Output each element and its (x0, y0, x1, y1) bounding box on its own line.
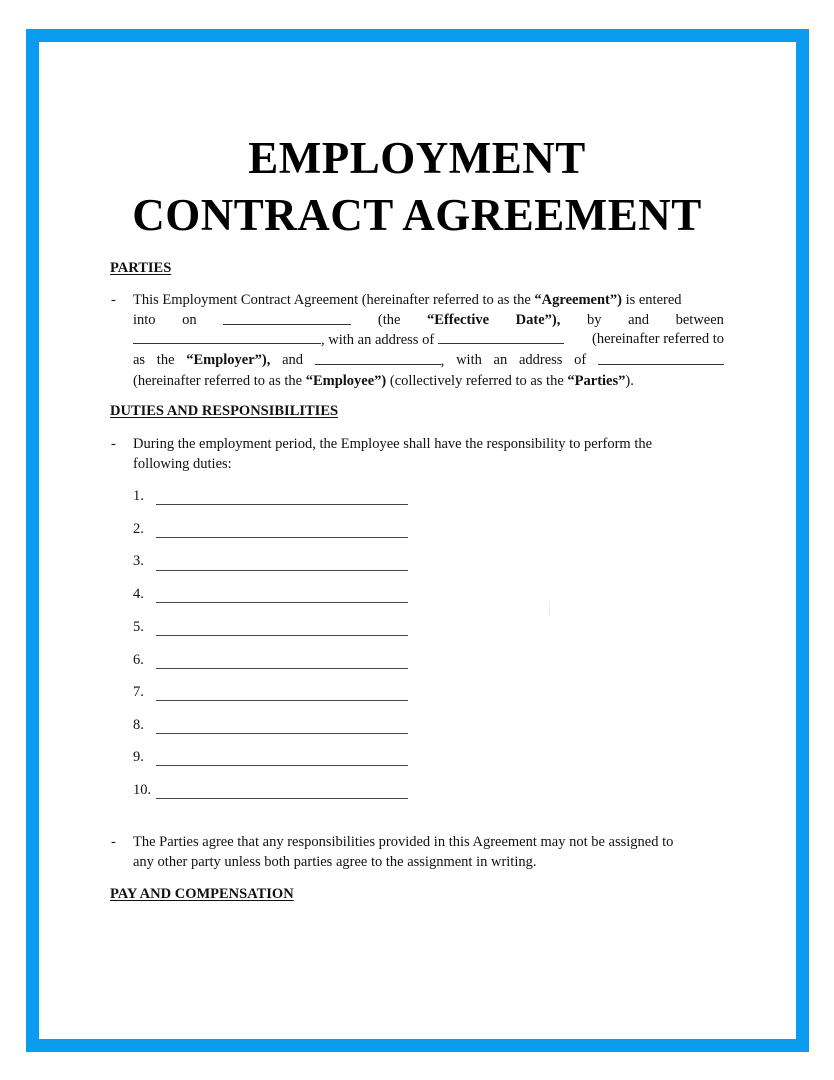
duty-blank-7[interactable] (156, 700, 408, 701)
employee-address-blank[interactable] (598, 351, 724, 365)
duty-number: 4. (133, 586, 144, 602)
duty-blank-9[interactable] (156, 765, 408, 766)
duty-number: 1. (133, 488, 144, 504)
parties-paragraph (133, 291, 724, 392)
duty-number: 8. (133, 717, 144, 733)
parties-line-5: (hereinafter referred to as the “Employee”) (collectively referred to as the “Parties”). (133, 372, 634, 389)
section-heading-parties: PARTIES (110, 260, 172, 276)
document-title-line-2: CONTRACT AGREEMENT (132, 190, 702, 240)
duty-number: 9. (133, 749, 144, 765)
duty-number: 3. (133, 553, 144, 569)
duty-blank-3[interactable] (156, 570, 408, 571)
section-heading-duties: DUTIES AND RESPONSIBILITIES (110, 403, 339, 419)
bullet-dash: - (111, 436, 116, 452)
duty-blank-8[interactable] (156, 733, 408, 734)
duty-blank-5[interactable] (156, 635, 408, 636)
faint-artifact (549, 602, 550, 616)
parties-line-4: as the “Employer”), and , with an address of (133, 351, 724, 372)
parties-line-2: into on (the “Effective Date”), by and between (133, 311, 724, 328)
bullet-dash: - (111, 834, 116, 850)
duty-number: 6. (133, 652, 144, 668)
employer-address-blank[interactable] (438, 330, 564, 344)
duty-number: 7. (133, 684, 144, 700)
document-title-line-1: EMPLOYMENT (248, 133, 586, 183)
duty-blank-6[interactable] (156, 668, 408, 669)
duties-intro: During the employment period, the Employee shall have the responsibility to perform the following duties: (133, 436, 653, 472)
duty-blank-10[interactable] (156, 798, 408, 799)
duty-blank-4[interactable] (156, 602, 408, 603)
assignment-note: The Parties agree that any responsibilities provided in this Agreement may not be assigned to any other party unless both parties agree to the assignment in writing. (133, 834, 674, 870)
duty-number: 5. (133, 619, 144, 635)
duty-blank-1[interactable] (156, 504, 408, 505)
section-heading-pay: PAY AND COMPENSATION (110, 886, 294, 902)
parties-line-3: , with an address of (hereinafter referred to (133, 330, 724, 351)
employer-name-blank[interactable] (133, 330, 321, 344)
employee-name-blank[interactable] (315, 351, 441, 365)
duty-blank-2[interactable] (156, 537, 408, 538)
bullet-dash: - (111, 292, 116, 308)
duty-number: 2. (133, 521, 144, 537)
parties-line-1: This Employment Contract Agreement (hereinafter referred to as the “Agreement”) is entered (133, 292, 682, 308)
duty-number: 10. (133, 782, 152, 798)
effective-date-blank[interactable] (223, 311, 351, 325)
